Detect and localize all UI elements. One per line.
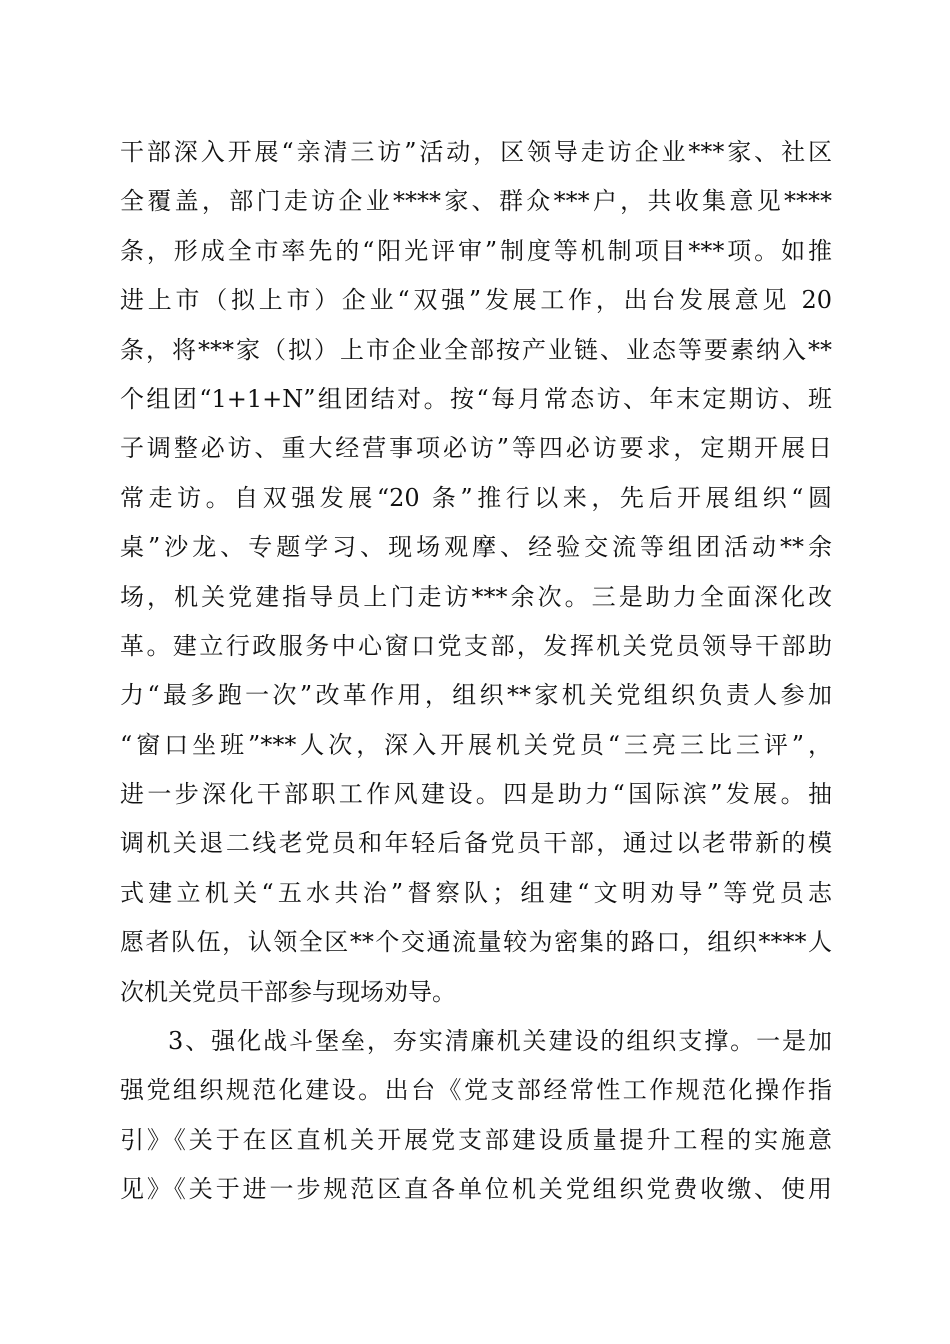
text-line: 见》《关于进一步规范区直各单位机关党组织党费收缴、使用 bbox=[120, 1175, 832, 1204]
text-line: 式建立机关“五水共治”督察队；组建“文明劝导”等党员志 bbox=[120, 878, 832, 907]
text-line: 引》《关于在区直机关开展党支部建设质量提升工程的实施意 bbox=[120, 1125, 832, 1154]
text-line: 进上市（拟上市）企业“双强”发展工作，出台发展意见 20 bbox=[120, 286, 832, 315]
text-line: 全覆盖，部门走访企业****家、群众***户，共收集意见**** bbox=[120, 187, 832, 216]
text-line: 革。建立行政服务中心窗口党支部，发挥机关党员领导干部助 bbox=[120, 631, 832, 660]
body-text bbox=[120, 131, 832, 1218]
text-line: 桌”沙龙、专题学习、现场观摩、经验交流等组团活动**余 bbox=[120, 533, 832, 562]
text-line: 干部深入开展“亲清三访”活动，区领导走访企业***家、社区 bbox=[120, 138, 832, 166]
text-line: 力“最多跑一次”改革作用，组织**家机关党组织负责人参加 bbox=[120, 681, 832, 710]
text-line: 条，形成全市率先的“阳光评审”制度等机制项目***项。如推 bbox=[120, 236, 832, 265]
text-line: 常走访。自双强发展“20 条”推行以来，先后开展组织“圆 bbox=[120, 483, 832, 512]
section-heading-line: 3、强化战斗堡垒，夯实清廉机关建设的组织支撑。一是加 bbox=[168, 1027, 832, 1056]
text-line: 子调整必访、重大经营事项必访”等四必访要求，定期开展日 bbox=[120, 434, 832, 463]
text-line: 进一步深化干部职工作风建设。四是助力“国际滨”发展。抽 bbox=[120, 780, 832, 809]
text-line: 个组团“1+1+N”组团结对。按“每月常态访、年末定期访、班 bbox=[120, 384, 832, 413]
text-line: 调机关退二线老党员和年轻后备党员干部，通过以老带新的模 bbox=[120, 829, 832, 858]
text-line: 场，机关党建指导员上门走访***余次。三是助力全面深化改 bbox=[120, 582, 832, 611]
text-line: 强党组织规范化建设。出台《党支部经常性工作规范化操作指 bbox=[120, 1076, 832, 1105]
text-line: 条，将***家（拟）上市企业全部按产业链、业态等要素纳入** bbox=[120, 335, 832, 364]
text-line: “窗口坐班”***人次，深入开展机关党员“三亮三比三评”， bbox=[120, 730, 832, 759]
text-line: 愿者队伍，认领全区**个交通流量较为密集的路口，组织****人 bbox=[120, 928, 832, 957]
text-line: 次机关党员干部参与现场劝导。 bbox=[120, 977, 456, 1006]
